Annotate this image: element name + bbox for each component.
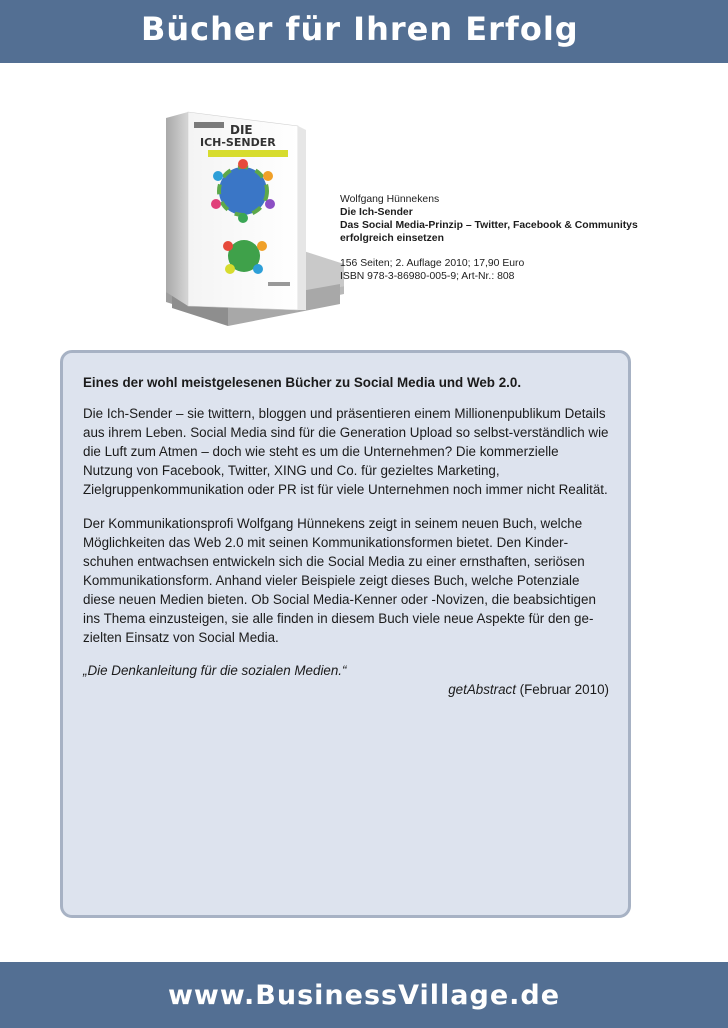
- cover-title-line2: ICH-SENDER: [200, 136, 276, 149]
- description-lead: Eines der wohl meistgelesenen Bücher zu Social Media und Web 2.0.: [83, 375, 522, 390]
- description-box: [60, 350, 631, 918]
- book-subtitle: Das Social Media-Prinzip – Twitter, Facebook & Communitys erfolgreich einsetzen: [340, 220, 638, 244]
- book-details-line1: 156 Seiten; 2. Auflage 2010; 17,90 Euro: [340, 258, 525, 269]
- description-paragraph-1: Die Ich-Sender – sie twittern, bloggen und präsentieren einem Millionenpublikum Details aus ihrem Leben. Social Media sind für die Generation Upload so selbst-verständlich wie die Luft zum Atmen – doch wie steht es um die Unternehmen? Die kommerzielle Nutzung von Facebook, Twitter, XING und Co. für gezieltes Marketing, Zielgruppenkommunikation oder PR ist für viele Unternehmen noch immer nicht Realität.: [83, 406, 609, 498]
- review-source-name: getAbstract: [448, 682, 516, 698]
- book-details-line2: ISBN 978-3-86980-005-9; Art-Nr.: 808: [340, 271, 515, 282]
- description-paragraph-2: Der Kommunikationsprofi Wolfgang Hünnekens zeigt in seinem neuen Buch, welche Möglichkeiten das Web 2.0 mit seinen Kommunikationsformen bietet. Den Kinder-schuhen entwachsen entwickeln sich die Social Media zu einer ernsthaften, seriösen Kommunikationsform. Anhand vieler Beispiele zeigt dieses Buch, welche Potenziale diese neuen Medien bieten. Ob Social Media-Kenner oder -Novizen, die beabsichtigen ins Thema einzusteigen, sie alle finden in diesem Buch viele neue Aspekte für den ge-zielten Einsatz von Social Media.: [83, 515, 596, 646]
- review-source: [83, 680, 609, 699]
- footer-banner: [0, 962, 728, 1028]
- page-title: Bücher für Ihren Erfolg: [141, 10, 579, 48]
- book-author: Wolfgang Hünnekens: [340, 194, 440, 205]
- book-title: Die Ich-Sender: [340, 207, 413, 218]
- book-info: [340, 193, 640, 283]
- book-cover-image: [158, 96, 344, 328]
- review-source-date: (Februar 2010): [519, 682, 609, 698]
- review-quote: „Die Denkanleitung für die sozialen Medien.“: [83, 663, 347, 679]
- header-banner: [0, 0, 728, 63]
- cover-title-line1: DIE: [230, 123, 253, 137]
- footer-website-link[interactable]: www.BusinessVillage.de: [167, 980, 561, 1011]
